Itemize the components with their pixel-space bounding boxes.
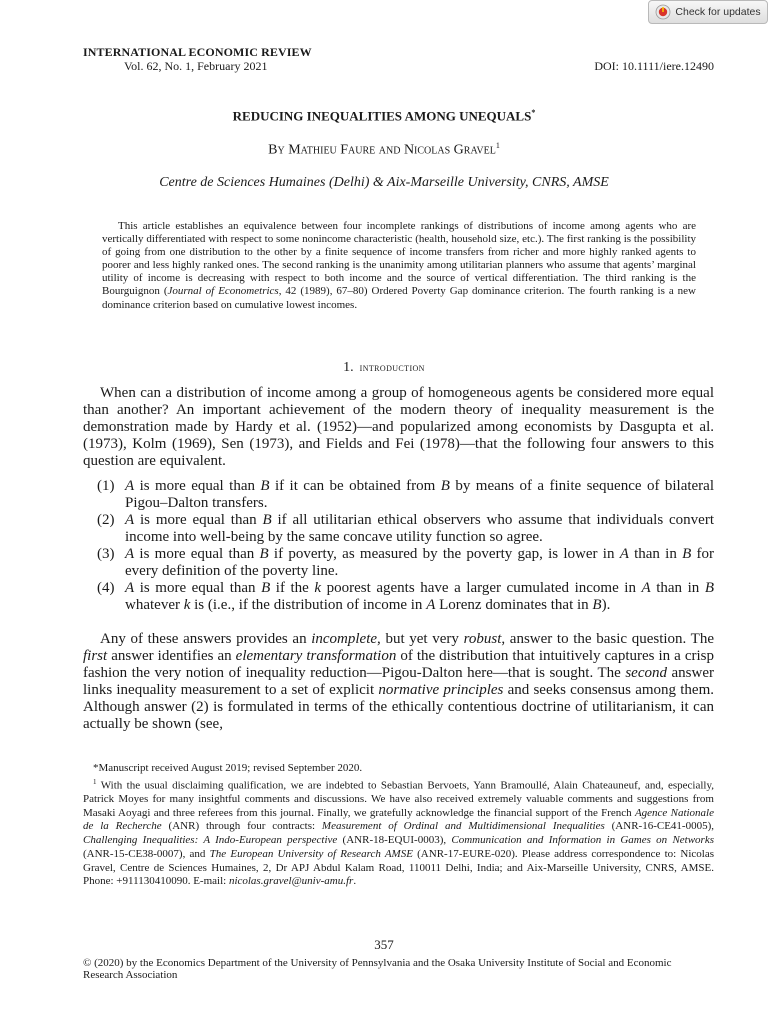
list-item-text: if all utilitarian ethical observers who assume that individuals convert income into well-being by the same concave utility function so agree. — [125, 512, 714, 545]
intro-paragraph-2-text: answer links inequality measurement to a set of explicit — [83, 665, 714, 698]
list-item-text: than in — [628, 546, 683, 562]
list-item-text: is more equal than — [134, 546, 260, 562]
intro-paragraph-2-text: , but yet very — [377, 631, 464, 647]
list-item-text: is (i.e., if the distribution of income in — [190, 597, 427, 613]
list-item-text: k — [314, 580, 322, 596]
intro-paragraph-1: When can a distribution of income among a group of homogeneous agents be considered more equal than another? An important achievement of the modern theory of inequality measurement is the demonstration made by Hardy et al. (1952)—and popularized among economists by Dasgupta et al. (1973), Kolm (1969), Sen (1973), and Fields and Fei (1978)—that the following four answers to this question are equivalent. — [83, 385, 714, 469]
list-item-text: Lorenz dominates that in — [435, 597, 593, 613]
footnote-1-text: . — [353, 875, 357, 888]
list-item — [97, 478, 714, 512]
intro-paragraph-2-text: robust — [463, 631, 502, 647]
author-footnote-mark: 1 — [495, 141, 500, 150]
intro-paragraph-2-text: answer identifies an — [107, 648, 236, 664]
list-item-text: if the — [270, 580, 315, 596]
list-item-number: (1) — [97, 478, 115, 494]
list-item-text: is more equal than — [134, 512, 263, 528]
intro-paragraph-2-text: second — [625, 665, 667, 681]
copyright: © (2020) by the Economics Department of the University of Pennsylvania and the Osaka University Institute of Social and Economic Research Association — [83, 957, 672, 981]
list-item-number: (4) — [97, 580, 115, 596]
check-for-updates-label: Check for updates — [675, 6, 761, 18]
footnote-1 — [83, 776, 714, 889]
affiliation: Centre de Sciences Humaines (Delhi) & Aix-Marseille University, CNRS, AMSE — [159, 175, 609, 190]
list-item-text: A — [125, 512, 135, 528]
list-item-text: B — [259, 546, 269, 562]
list-item-text: A — [619, 546, 629, 562]
list-item-text: A — [125, 478, 135, 494]
list-item-text: poorest agents have a larger cumulated income in — [321, 580, 642, 596]
page-number: 357 — [374, 937, 394, 952]
abstract — [102, 220, 696, 312]
section-number: 1. — [343, 360, 354, 375]
intro-paragraph-2 — [83, 631, 714, 733]
intro-paragraph-2-text: normative principles — [378, 682, 504, 698]
list-item-text: B — [260, 478, 270, 494]
list-item-text: B — [592, 597, 602, 613]
footnote-1-text: (ANR) through four contracts: — [161, 820, 322, 833]
list-item-text: is more equal than — [134, 478, 261, 494]
article-title — [0, 108, 768, 124]
volume-info: Vol. 62, No. 1, February 2021 — [124, 59, 268, 73]
list-item-text: B — [262, 512, 272, 528]
list-item-text: A — [641, 580, 651, 596]
list-item-text: is more equal than — [134, 580, 262, 596]
list-item-text: B — [704, 580, 714, 596]
abstract-part-1: This article establishes an equivalence between four incomplete rankings of distributions of income among agents who are vertically differentiated with respect to some nonincome characteristic (health, household size, etc.). The first ranking is the possibility of going from one distribution to the other by a finite sequence of income transfers from richer and more highly ranked agents to poorer and less highly ranked ones. The second ranking is the unanimity among utilitarian planners who assume that agents’ marginal utility of income is decreasing with respect to both income and the source of vertical differentiation. The third ranking is the Bourguignon ( — [102, 220, 696, 298]
footnote-1-text: (ANR-16-CE41-0005), — [604, 820, 714, 833]
intro-paragraph-2-text: , answer to the basic question. The — [501, 631, 714, 647]
abstract-part-2: , 42 (1989), 67–80) Ordered Poverty Gap dominance criterion. The fourth ranking is a new dominance criterion based on cumulative lowest incomes. — [102, 285, 696, 311]
authors-text: By Mathieu Faure and Nicolas Gravel — [268, 142, 496, 158]
footnote-1-text: With the usual disclaiming qualification, we are indebted to Sebastian Bervoets, Yann Bramoullé, Alain Chateauneuf, and, especially, Patrick Moyes for many insightful comments and discussions. We have also received extremely valuable comments and suggestions from Masaki Aoyagi and three referees from this journal. Finally, we gratefully acknowledge the financial support of the French — [83, 779, 714, 819]
abstract-journal: Journal of Econometrics — [167, 285, 279, 298]
footnote-1-text: The European University of Research AMSE — [209, 847, 413, 860]
list-item — [97, 580, 714, 614]
intro-paragraph-2-text: of the distribution that intuitively captures in a crisp fashion the very notion of inequality reduction—Pigou-Dalton here—that is sought. The — [83, 648, 714, 681]
authors — [0, 141, 768, 159]
list-item-text: B — [261, 580, 271, 596]
intro-paragraph-2-text: and seeks consensus among them. Although answer (2) is formulated in terms of the ethically contentious doctrine of utilitarianism, it can actually be shown (see, — [83, 682, 714, 732]
check-for-updates-button[interactable] — [648, 0, 768, 24]
list-item-number: (2) — [97, 512, 115, 528]
list-item-text: A — [125, 546, 135, 562]
footnote-1-mark: 1 — [93, 777, 97, 786]
list-item-text: ). — [601, 597, 611, 613]
article-title-text: REDUCING INEQUALITIES AMONG UNEQUALS — [232, 108, 532, 124]
update-icon — [655, 4, 671, 20]
footnote-1-text: Communication and Information in Games on Networks — [451, 834, 715, 847]
section-heading — [0, 360, 768, 376]
answers-list — [97, 478, 714, 614]
title-footnote-mark: * — [531, 108, 536, 117]
list-item — [97, 546, 714, 580]
list-item-text: by means of a finite sequence of bilateral Pigou–Dalton transfers. — [125, 478, 714, 511]
list-item-text: A — [426, 597, 436, 613]
list-item-text: for every definition of the poverty line. — [125, 546, 714, 579]
intro-paragraph-2-text: Any of these answers provides an — [100, 631, 312, 647]
section-title: introduction — [359, 360, 425, 374]
footnote-star: *Manuscript received August 2019; revised September 2020. — [93, 762, 363, 774]
intro-paragraph-2-text: elementary transformation — [235, 648, 397, 664]
list-item — [97, 512, 714, 546]
list-item-text: B — [682, 546, 692, 562]
footnote-1-text: Measurement of Ordinal and Multidimensional Inequalities — [321, 820, 605, 833]
list-item-text: if it can be obtained from — [269, 478, 441, 494]
footnote-1-text: (ANR-18-EQUI-0003), — [337, 834, 452, 847]
footnotes — [83, 762, 714, 889]
intro-paragraph-2-text: first — [83, 648, 108, 664]
list-item-text: B — [440, 478, 450, 494]
list-item-text: than in — [650, 580, 705, 596]
list-item-text: k — [183, 597, 191, 613]
list-item-text: whatever — [125, 597, 184, 613]
intro-paragraph-2-text: incomplete — [311, 631, 378, 647]
list-item-text: if poverty, as measured by the poverty gap, is lower in — [268, 546, 620, 562]
footnote-1-text: Challenging Inequalities: A Indo-European perspective — [83, 834, 338, 847]
footnote-1-text: (ANR-15-CE38-0007), and — [83, 847, 210, 860]
footnote-1-text: nicolas.gravel@univ-amu.fr — [228, 875, 354, 888]
journal-name: INTERNATIONAL ECONOMIC REVIEW — [83, 45, 312, 59]
footnote-1-text: (ANR-17-EURE-020). Please address correspondence to: Nicolas Gravel, Centre de Sciences Humaines, 2, Dr APJ Abdul Kalam Road, 110011 Delhi, India; and Aix-Marseille University, CNRS, AMSE. Phone: +911130410090. E-mail: — [83, 847, 714, 888]
doi: DOI: 10.1111/iere.12490 — [594, 59, 714, 73]
list-item-number: (3) — [97, 546, 115, 562]
footnote-1-text: Agence Nationale de la Recherche — [83, 806, 714, 833]
list-item-text: A — [125, 580, 135, 596]
